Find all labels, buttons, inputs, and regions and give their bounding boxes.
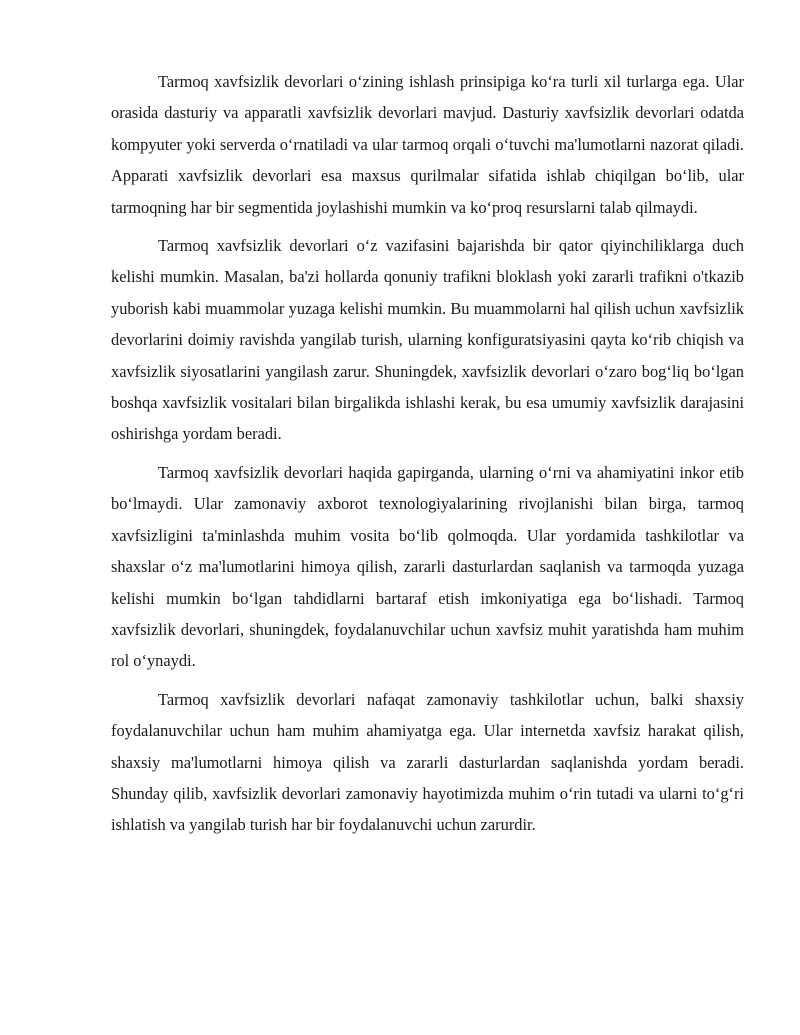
document-page — [111, 66, 744, 848]
paragraph-4: Tarmoq xavfsizlik devorlari nafaqat zamonaviy tashkilotlar uchun, balki shaxsiy foydalanuvchilar uchun ham muhim ahamiyatga ega. Ular internetda xavfsiz harakat qilish, shaxsiy ma'lumotlarni himoya qilish va zararli dasturlardan saqlanishda yordam beradi. Shunday qilib, xavfsizlik devorlari zamonaviy hayotimizda muhim o‘rin tutadi va ularni to‘g‘ri ishlatish va yangilab turish har bir foydalanuvchi uchun zarurdir. — [111, 689, 744, 835]
paragraph-2: Tarmoq xavfsizlik devorlari o‘z vazifasini bajarishda bir qator qiyinchiliklarga duch kelishi mumkin. Masalan, ba'zi hollarda qonuniy trafikni bloklash yoki zararli trafikni o'tkazib yuborish kabi muammolar yuzaga kelishi mumkin. Bu muammolarni hal qilish uchun xavfsizlik devorlarini doimiy ravishda yangilab turish, ularning konfiguratsiyasini qayta ko‘rib chiqish va xavfsizlik siyosatlarini yangilash zarur. Shuningdek, xavfsizlik devorlari o‘zaro bog‘liq bo‘lgan boshqa xavfsizlik vositalari bilan birgalikda ishlashi kerak, bu esa umumiy xavfsizlik darajasini oshirishga yordam beradi. — [111, 236, 744, 444]
paragraph-3: Tarmoq xavfsizlik devorlari haqida gapirganda, ularning o‘rni va ahamiyatini inkor etib bo‘lmaydi. Ular zamonaviy axborot texnologiyalarining rivojlanishi bilan birga, tarmoq xavfsizligini ta'minlashda muhim vosita bo‘lib qolmoqda. Ular yordamida tashkilotlar va shaxslar o‘z ma'lumotlarini himoya qilish, zararli dasturlardan saqlanish va tarmoqda yuzaga kelishi mumkin bo‘lgan tahdidlarni bartaraf etish imkoniyatiga ega bo‘lishadi. Tarmoq xavfsizlik devorlari, shuningdek, foydalanuvchilar uchun xavfsiz muhit yaratishda ham muhim rol o‘ynaydi. — [111, 462, 744, 671]
paragraph-1: Tarmoq xavfsizlik devorlari o‘zining ishlash prinsipiga ko‘ra turli xil turlarga ega. Ular orasida dasturiy va apparatli xavfsizlik devorlari mavjud. Dasturiy xavfsizlik devorlari odatda kompyuter yoki serverda o‘rnatiladi va ular tarmoq orqali o‘tuvchi ma'lumotlarni nazorat qiladi. Apparati xavfsizlik devorlari esa maxsus qurilmalar sifatida ishlab chiqilgan bo‘lib, ular tarmoqning har bir segmentida joylashishi mumkin va ko‘proq resurslarni talab qilmaydi. — [111, 72, 744, 217]
